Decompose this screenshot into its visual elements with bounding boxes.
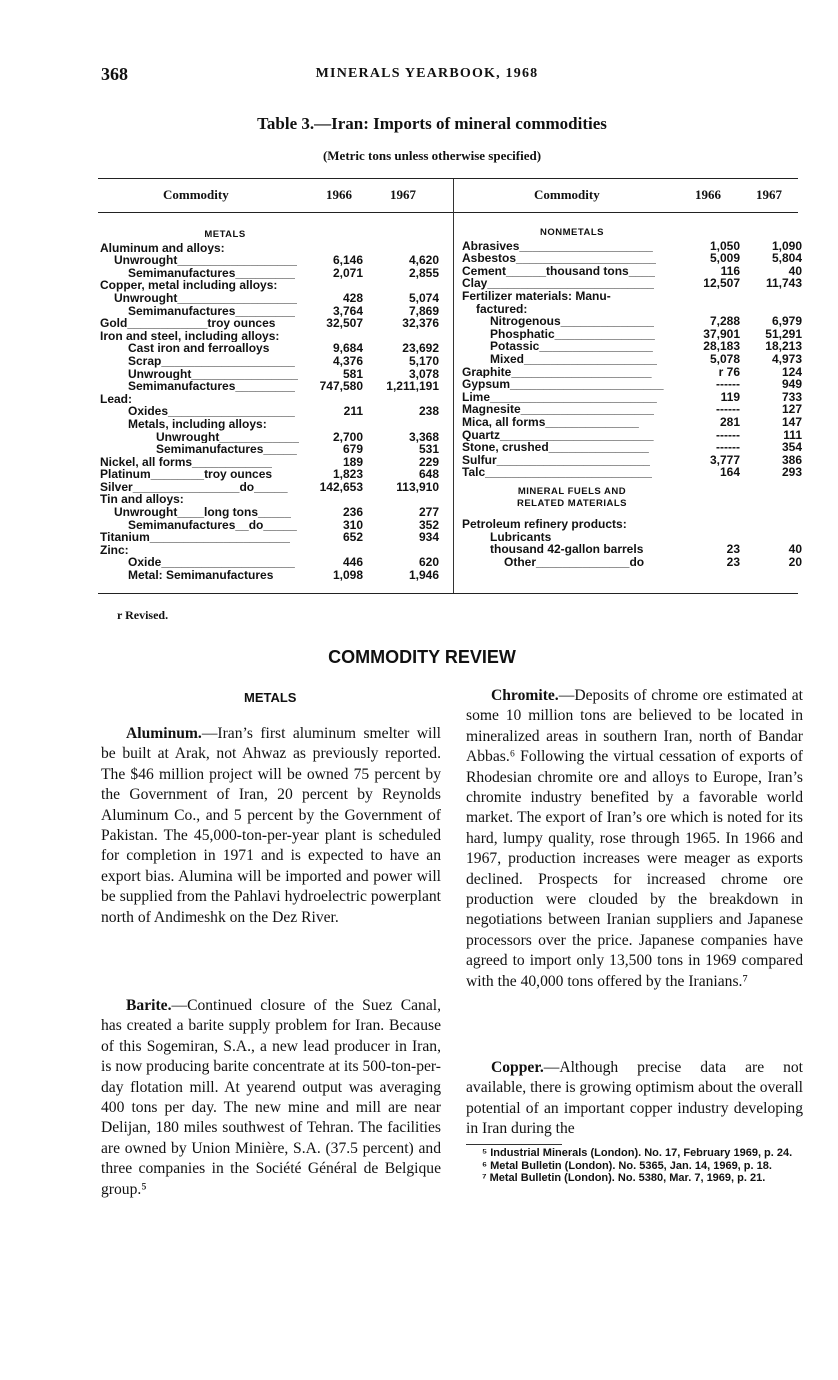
- value-1967: 23,692: [402, 341, 439, 356]
- value-1967: 229: [418, 454, 439, 469]
- value-1966: 679: [342, 442, 363, 457]
- value-1967: 18,213: [765, 339, 802, 354]
- value-1967: 620: [418, 555, 439, 570]
- table-row: [462, 290, 802, 303]
- commodity-label: Semimanufactures_________: [128, 266, 296, 280]
- table-row: [462, 328, 802, 341]
- value-1966: ------: [716, 440, 740, 455]
- commodity-label: Phosphatic_______________: [490, 327, 655, 341]
- commodity-label: Copper, metal including alloys:: [100, 279, 278, 292]
- commodity-label: Scrap____________________: [128, 354, 295, 368]
- table-row: [100, 405, 443, 418]
- table-row: [100, 380, 443, 393]
- paragraph-title: Chromite.: [491, 687, 559, 704]
- table-column-divider: [453, 179, 454, 593]
- value-1966: ------: [716, 402, 740, 417]
- table-spacer: [462, 511, 802, 518]
- commodity-label: Graphite_____________________: [462, 365, 652, 379]
- value-1967: 40: [788, 542, 802, 557]
- commodity-label: thousand 42-gallon barrels: [490, 543, 644, 556]
- table-row: [462, 353, 802, 366]
- commodity-label: Potassic_________________: [490, 340, 653, 353]
- value-1966: 2,700: [332, 429, 363, 444]
- table-row: [100, 468, 443, 481]
- value-1966: 446: [342, 555, 363, 570]
- table-row: [462, 303, 802, 316]
- value-1967: 277: [418, 505, 439, 520]
- value-1966: ------: [716, 377, 740, 392]
- value-1967: 934: [418, 530, 439, 545]
- table-row: [100, 556, 443, 569]
- commodity-label: Unwrought____________: [156, 430, 300, 444]
- table-row: [462, 403, 802, 416]
- value-1966: 3,777: [709, 452, 740, 467]
- table-row: [462, 265, 802, 278]
- value-1966: 3,764: [332, 303, 363, 318]
- table-row: [100, 305, 443, 318]
- table-row: [462, 556, 802, 569]
- page-number: 368: [101, 64, 128, 84]
- commodity-label: Semimanufactures_____: [156, 443, 297, 456]
- commodity-label: Mica, all forms______________: [462, 415, 639, 429]
- value-1966: 28,183: [703, 339, 740, 354]
- value-1966: 5,078: [709, 351, 740, 366]
- table-row: [462, 543, 802, 556]
- value-1967: 531: [418, 442, 439, 457]
- value-1966: 116: [720, 263, 740, 278]
- running-head: MINERALS YEARBOOK, 1968: [315, 66, 539, 81]
- commodity-label: Unwrought________________: [128, 367, 299, 381]
- table-row: [100, 531, 443, 544]
- table-footnote: r Revised.: [117, 608, 169, 622]
- value-1966: 164: [719, 465, 740, 480]
- value-1967: 1,211,191: [386, 379, 439, 394]
- section-label: METALS: [204, 229, 246, 240]
- commodity-label: Quartz_______________________: [462, 428, 654, 442]
- header-1967-left: 1967: [390, 187, 416, 202]
- table-top-rule: [98, 178, 798, 179]
- value-1966: 119: [720, 389, 740, 404]
- table-header-rule: [98, 212, 798, 213]
- header-1966-left: 1966: [326, 187, 352, 202]
- table-row: [100, 569, 443, 582]
- paragraph-title: Copper.: [491, 1059, 544, 1076]
- commodity-label: Cement______thousand tons____: [462, 264, 656, 278]
- value-1967: 5,074: [408, 290, 439, 305]
- value-1966: 4,376: [332, 353, 363, 368]
- value-1967: 5,170: [408, 353, 439, 368]
- table-row: [100, 242, 443, 255]
- commodity-label: Titanium_____________________: [100, 531, 290, 544]
- table-row: [462, 252, 802, 265]
- value-1966: r 76: [718, 364, 740, 379]
- table-row: [100, 431, 443, 444]
- table-row: [462, 366, 802, 379]
- table-row: [462, 454, 802, 467]
- table-row: [462, 441, 802, 454]
- commodity-label: Tin and alloys:: [100, 493, 184, 507]
- table-row: [100, 317, 443, 330]
- footnotes: [466, 1147, 806, 1185]
- table-row: [462, 340, 802, 353]
- value-1967: 4,620: [408, 253, 439, 268]
- value-1966: 7,288: [709, 314, 740, 329]
- table-row: [100, 279, 443, 292]
- commodity-label: Cast iron and ferroalloys: [128, 342, 270, 355]
- section-label: NONMETALS: [540, 227, 604, 238]
- value-1967: 11,743: [765, 276, 802, 291]
- footnote-7: ⁷ Metal Bulletin (London). No. 5380, Mar. 7, 1969, p. 21.: [482, 1172, 766, 1185]
- table-row: [100, 506, 443, 519]
- value-1967: 111: [783, 427, 802, 442]
- commodity-label: Metal: Semimanufactures: [128, 569, 274, 582]
- footnote-rule: [466, 1144, 562, 1145]
- value-1966: 189: [342, 454, 363, 469]
- footnote-5: ⁵ Industrial Minerals (London). No. 17, February 1969, p. 24.: [482, 1147, 793, 1159]
- table-row: [462, 240, 802, 253]
- table-row: [462, 518, 802, 531]
- commodity-label: Iron and steel, including alloys:: [100, 329, 280, 343]
- commodity-label: Unwrought__________________: [114, 254, 298, 267]
- value-1966: 37,901: [703, 326, 740, 341]
- table-section-label: [100, 229, 443, 242]
- value-1966: 5,009: [709, 251, 740, 266]
- table-row: [100, 443, 443, 456]
- value-1967: 6,979: [771, 314, 802, 329]
- value-1966: 1,098: [332, 568, 363, 583]
- commodity-label: Mixed____________________: [490, 352, 658, 366]
- table-row: [462, 466, 802, 479]
- subsection-heading: METALS: [244, 690, 297, 705]
- commodity-label: Clay_________________________: [462, 277, 655, 290]
- commodity-label: Petroleum refinery products:: [462, 518, 627, 531]
- table-row: [100, 342, 443, 355]
- value-1967: 113,910: [396, 479, 439, 494]
- table-left-body: [100, 229, 443, 582]
- value-1966: 428: [342, 290, 363, 305]
- paragraph-aluminum: [101, 724, 441, 928]
- table-row: [462, 315, 802, 328]
- commodity-label: Talc_________________________: [462, 466, 652, 479]
- commodity-label: Magnesite____________________: [462, 403, 655, 416]
- table-row: [100, 254, 443, 267]
- commodity-label: Nickel, all forms____________: [100, 455, 273, 469]
- value-1967: 20: [788, 554, 802, 569]
- commodity-label: Unwrought__________________: [114, 291, 298, 305]
- value-1966: 652: [342, 530, 363, 545]
- value-1967: 1,090: [771, 238, 802, 253]
- value-1966: 747,580: [319, 379, 363, 394]
- table-spacer: [462, 479, 802, 486]
- value-1967: 386: [781, 452, 802, 467]
- table-row: [100, 493, 443, 506]
- table-title: Table 3.—Iran: Imports of mineral commodities: [257, 114, 607, 133]
- value-1966: 142,653: [319, 479, 363, 494]
- value-1967: 40: [788, 263, 802, 278]
- value-1966: 12,507: [703, 276, 740, 291]
- commodity-label: Oxides___________________: [128, 405, 295, 418]
- commodity-label: Asbestos_____________________: [462, 252, 657, 265]
- value-1967: 1,946: [408, 568, 439, 583]
- value-1967: 51,291: [765, 326, 802, 341]
- value-1967: 2,855: [408, 265, 439, 280]
- section-label: RELATED MATERIALS: [516, 498, 627, 510]
- paragraph-text: —Deposits of chrome ore estimated at some 10 million tons are believed to be located in mineralized areas in southern Iran, north of Bandar Abbas.⁶ Following the virtual cessation of exports of Rhodesian chromite ore and alloys to Europe, Iran’s chromite industry benefited by a favorable world market. The export of Iran’s ore which is noted for its hard, lumpy quality, rose through 1965. In 1966 and 1967, production increases were meager as exports declined. Prospects for increased chrome ore production were clouded by the breakdown in negotiations between Iranian suppliers and Japanese processors over the price. Japanese companies have agreed to import only 13,500 tons in 1969 compared with the 40,000 tons offered by the Iranians.⁷: [466, 687, 803, 990]
- table-row: [100, 519, 443, 532]
- table-section-label: [462, 498, 802, 511]
- table-row: [462, 429, 802, 442]
- commodity-label: Zinc:: [100, 543, 129, 557]
- value-1967: 949: [781, 377, 802, 392]
- value-1966: 581: [342, 366, 363, 381]
- value-1967: 238: [418, 404, 439, 419]
- commodity-label: Platinum________troy ounces: [100, 468, 273, 481]
- value-1966: 23: [726, 542, 740, 557]
- value-1967: 127: [781, 402, 802, 417]
- value-1966: 32,507: [326, 316, 363, 331]
- header-commodity-left: Commodity: [163, 187, 229, 202]
- commodity-label: Gypsum_______________________: [462, 378, 664, 391]
- value-1967: 5,804: [771, 251, 802, 266]
- commodity-label: Nitrogenous______________: [490, 315, 655, 328]
- table-row: [100, 418, 443, 431]
- commodity-label: Lubricants: [490, 530, 552, 544]
- value-1967: 3,078: [408, 366, 439, 381]
- table-row: [100, 393, 443, 406]
- value-1967: 32,376: [402, 316, 439, 331]
- value-1967: 3,368: [408, 429, 439, 444]
- value-1967: 354: [781, 440, 802, 455]
- commodity-label: Silver________________do_____: [100, 480, 288, 494]
- table-row: [100, 267, 443, 280]
- section-label: MINERAL FUELS AND: [517, 485, 627, 497]
- paragraph-text: —Continued closure of the Suez Canal, has created a barite supply problem for Iran. Because of this Sogemiran, S.A., a new lead producer in Iran, is now producing barite concentrate at its 500-ton-per-day flotation mill. At yearend output was averaging 400 tons per day. The new mine and mill are near Delijan, 180 miles southwest of Tehran. The facilities are owned by Union Minière, S.A. (37.5 percent) and three companies in the Société Général de Belgique group.⁵: [101, 997, 441, 1198]
- value-1967: 733: [781, 389, 802, 404]
- commodity-label: Lime_________________________: [462, 390, 657, 404]
- value-1966: 1,050: [709, 238, 740, 253]
- value-1966: ------: [716, 427, 740, 442]
- table-row: [462, 416, 802, 429]
- value-1967: 352: [418, 517, 439, 532]
- paragraph-title: Barite.: [126, 997, 172, 1014]
- table-row: [100, 544, 443, 557]
- commodity-label: Lead:: [100, 392, 133, 406]
- commodity-label: Stone, crushed_______________: [462, 441, 649, 454]
- commodity-label: Oxide____________________: [128, 556, 295, 570]
- value-1966: 236: [342, 505, 363, 520]
- table-row: [462, 378, 802, 391]
- table-row: [100, 456, 443, 469]
- commodity-label: Semimanufactures_________: [128, 380, 296, 393]
- table-row: [100, 330, 443, 343]
- table-bottom-rule: [98, 593, 798, 594]
- paragraph-title: Aluminum.: [126, 725, 202, 742]
- value-1966: 23: [726, 554, 740, 569]
- value-1966: 6,146: [332, 253, 363, 268]
- value-1966: 281: [719, 414, 740, 429]
- paragraph-copper: [466, 1058, 803, 1140]
- commodity-label: Sulfur_______________________: [462, 453, 651, 467]
- value-1967: 293: [781, 465, 802, 480]
- table-section-label: [462, 227, 802, 240]
- section-heading: COMMODITY REVIEW: [328, 647, 516, 667]
- table-row: [100, 481, 443, 494]
- paragraph-barite: [101, 996, 441, 1200]
- table-row: [462, 531, 802, 544]
- commodity-label: Semimanufactures_________: [128, 304, 296, 318]
- table-row: [100, 292, 443, 305]
- table-row: [100, 355, 443, 368]
- header-1966-right: 1966: [695, 187, 721, 202]
- commodity-label: Aluminum and alloys:: [100, 241, 225, 255]
- paragraph-text: —Iran’s first aluminum smelter will be built at Arak, not Ahwaz as previously reported. The $46 million project will be owned 75 percent by the Government of Iran, 20 percent by Reynolds Aluminum Co., and 5 percent by the Government of Pakistan. The 45,000-ton-per-year plant is scheduled for completion in 1971 and is expected to have an export bias. Alumina will be imported and power will be supplied from the Pahlavi hydroelectric powerplant north of Andimeshk on the Dez River.: [101, 725, 441, 926]
- commodity-label: Metals, including alloys:: [128, 417, 267, 431]
- commodity-label: Other______________do: [504, 555, 645, 569]
- table-section-label: [462, 486, 802, 499]
- commodity-label: Abrasives____________________: [462, 239, 653, 253]
- value-1966: 1,823: [332, 467, 363, 482]
- paragraph-text: —Although precise data are not available, there is growing optimism about the overall potential of an important copper industry developing in Iran during the: [466, 1059, 803, 1138]
- table-right-body: [462, 227, 802, 568]
- footnote-6: ⁶ Metal Bulletin (London). No. 5365, Jan. 14, 1969, p. 18.: [482, 1159, 772, 1172]
- paragraph-chromite: [466, 686, 803, 992]
- value-1966: 2,071: [332, 265, 363, 280]
- commodity-label: factured:: [476, 302, 528, 316]
- value-1967: 648: [418, 467, 439, 482]
- value-1967: 7,869: [408, 303, 439, 318]
- table-subtitle: (Metric tons unless otherwise specified): [322, 148, 542, 163]
- header-1967-right: 1967: [756, 187, 782, 202]
- commodity-label: Fertilizer materials: Manu-: [462, 289, 611, 303]
- commodity-label: Gold____________troy ounces: [100, 317, 276, 330]
- value-1966: 310: [342, 517, 363, 532]
- commodity-label: Unwrought____long tons_____: [114, 506, 292, 519]
- commodity-label: Semimanufactures__do_____: [128, 518, 297, 532]
- table-row: [462, 277, 802, 290]
- value-1967: 147: [781, 414, 802, 429]
- value-1967: 4,973: [771, 351, 802, 366]
- value-1966: 211: [343, 404, 363, 419]
- header-commodity-right: Commodity: [534, 187, 600, 202]
- table-row: [462, 391, 802, 404]
- value-1967: 124: [781, 364, 802, 379]
- value-1966: 9,684: [332, 341, 363, 356]
